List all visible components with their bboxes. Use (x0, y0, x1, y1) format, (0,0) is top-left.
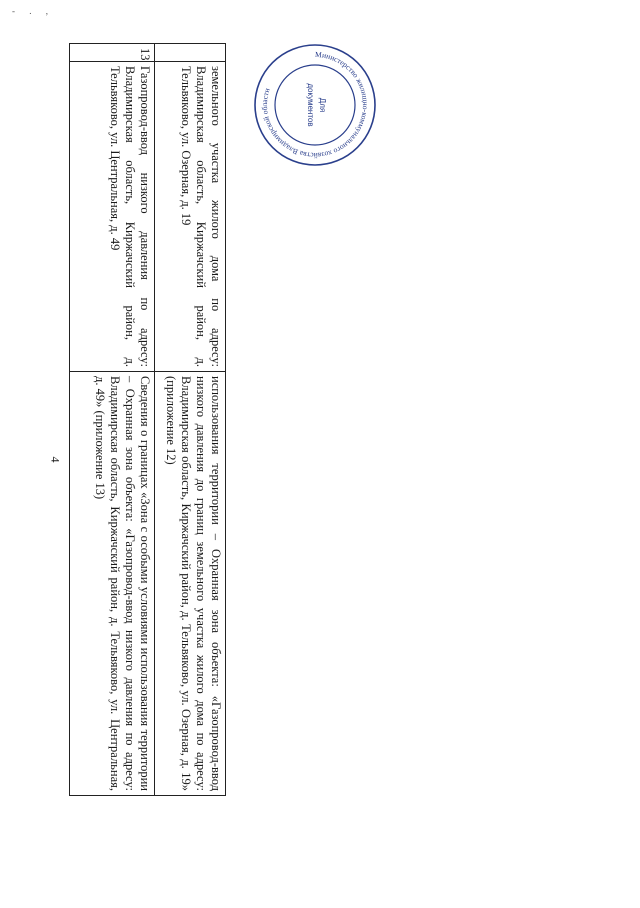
stamp-center-line1: Для (318, 97, 327, 113)
row-number-cell: 13 (70, 44, 155, 62)
row-number-cell (155, 44, 226, 62)
stamp-graphic (250, 40, 380, 170)
table-row (155, 44, 226, 796)
object-cell: земельного участка жилого дома по адресу: Владимирская область, Киржачский район, д. Тельвяково, ул. Озерная, д. 19 (155, 62, 226, 372)
document-table-rotated (78, 43, 226, 795)
zones-table (69, 43, 226, 796)
ministry-stamp (250, 40, 380, 170)
zone-cell: Сведения о границах «Зона с особыми условиями использования территории – Охранная зона объекта: «Газопровод-ввод низкого давления по адресу: Владимирская область, Киржачский район, д. Тельвяково, ул. Центральная, д. 49» (приложение 13) (70, 372, 155, 796)
zone-cell: использования территории – Охранная зона объекта: «Газопровод-ввод низкого давления до границ земельного участка жилого дома по адресу: Владимирская область, Киржачский район, д. Тельвяково, ул. Озерная, д. 19» (приложение 12) (155, 372, 226, 796)
object-cell: Газопровод-ввод низкого давления по адресу: Владимирская область, Киржачский район, д. Тельвяково, ул. Центральная, д. 49 (70, 62, 155, 372)
stamp-center-line2: документов (306, 83, 315, 127)
stamp-ring-text: Министерство жилищно-коммунального хозяйства Владимирской области (259, 49, 371, 161)
page-number: 4 (48, 456, 63, 463)
scan-marks: - . , (12, 6, 54, 16)
document-table-container (78, 43, 226, 795)
table-row (70, 44, 155, 796)
